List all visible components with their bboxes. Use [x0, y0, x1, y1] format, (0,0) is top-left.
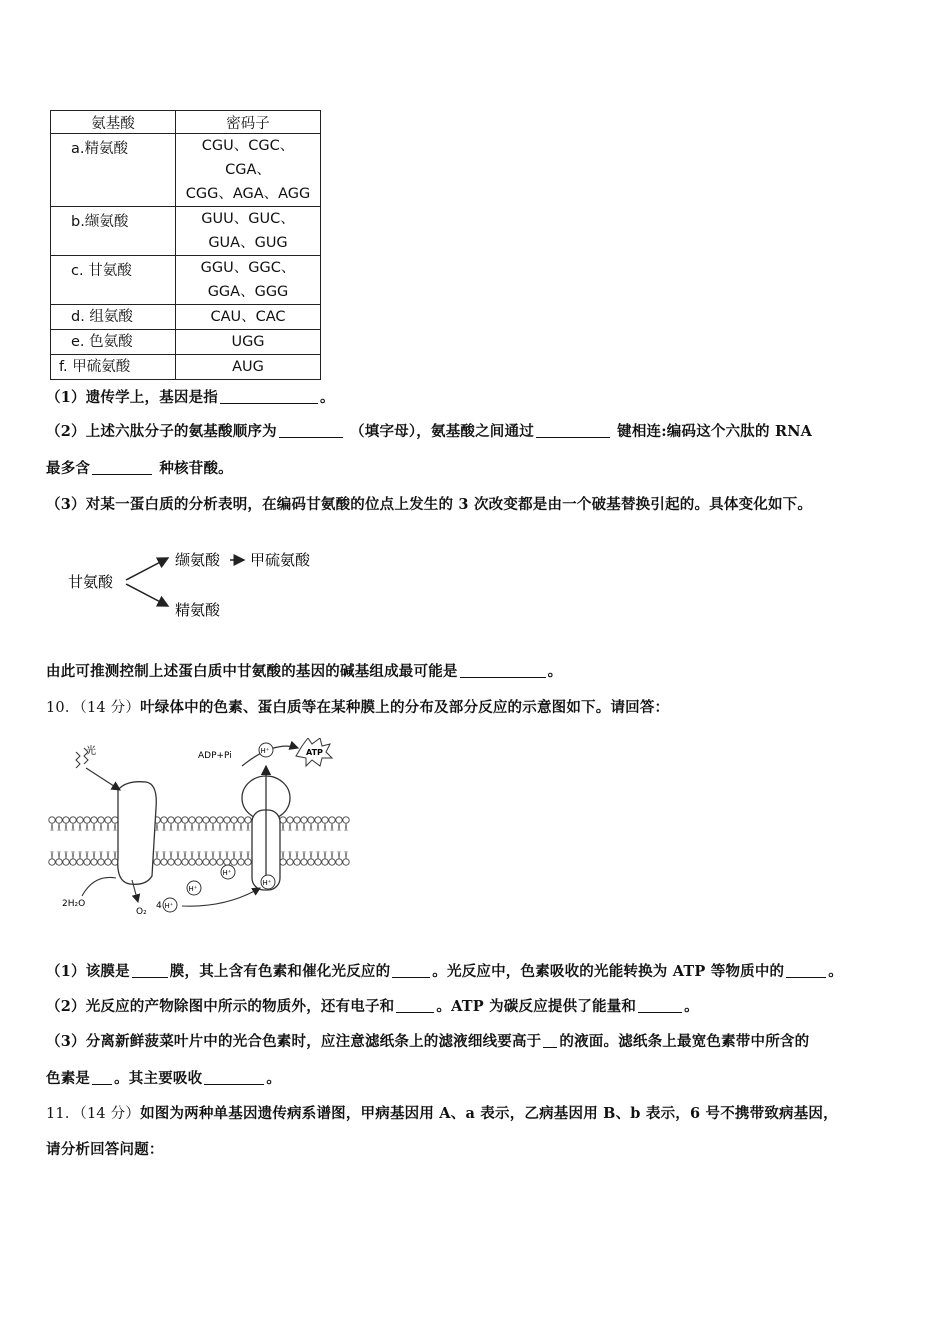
arrow-to-arginine: [126, 584, 168, 606]
table-cell-codons: CAU、CAC: [176, 305, 321, 330]
lipid-tail: [156, 851, 158, 859]
q10-sub2: （2）光反应的产物除图中所示的物质外，还有电子和 。ATP 为碳反应提供了能量和 。: [46, 998, 699, 1015]
lipid-tail: [212, 851, 214, 859]
lipid-tail: [247, 823, 249, 831]
lipid-head: [168, 817, 174, 823]
lipid-tail: [338, 851, 340, 859]
table-cell-aa: d. 组氨酸: [51, 305, 176, 330]
codon-table: [50, 110, 321, 380]
thylakoid-membrane-figure: [46, 738, 356, 918]
diagram-arginine: 精氨酸: [175, 601, 221, 619]
lipid-head: [343, 817, 349, 823]
lipid-head: [105, 817, 111, 823]
table-cell-aa: b.缬氨酸: [51, 207, 176, 256]
lipid-head: [63, 817, 69, 823]
lipid-tail: [289, 851, 291, 859]
answer-blank[interactable]: [543, 1033, 557, 1048]
table-row: [51, 305, 321, 330]
q10-sub1: （1）该膜是 膜，其上含有色素和催化光反应的 。光反应中，色素吸收的光能转换为 ATP 等物质中的 。: [46, 963, 843, 980]
lipid-tail: [205, 851, 207, 859]
adp-label: ADP+Pi: [198, 751, 232, 761]
lipid-tail: [331, 851, 333, 859]
mutation-diagram: [60, 540, 360, 630]
lipid-head: [189, 859, 195, 865]
lipid-head: [189, 817, 195, 823]
lipid-head: [217, 859, 223, 865]
table-cell-codons: GGU、GGC、 GGA、GGG: [176, 256, 321, 305]
q9-part3: （3）对某一蛋白质的分析表明，在编码甘氨酸的位点上发生的 3 次改变都是由一个破基替换引起的。具体变化如下。: [46, 496, 813, 513]
table-cell-codons: CGU、CGC、CGA、 CGG、AGA、AGG: [176, 134, 321, 207]
lipid-tail: [310, 851, 312, 859]
lipid-tail: [310, 823, 312, 831]
lipid-bilayer: [49, 817, 349, 865]
lipid-tail: [212, 823, 214, 831]
q10-stem: 10．（14 分）叶绿体中的色素、蛋白质等在某种膜上的分布及部分反应的示意图如下。请回答：: [46, 699, 670, 716]
table-header-codon: 密码子: [176, 111, 321, 134]
lipid-head: [287, 859, 293, 865]
lipid-tail: [100, 851, 102, 859]
lipid-head: [56, 859, 62, 865]
lipid-head: [56, 817, 62, 823]
lipid-tail: [247, 851, 249, 859]
table-header-row: [51, 111, 321, 134]
answer-blank[interactable]: [536, 423, 610, 438]
lipid-head: [301, 859, 307, 865]
lipid-head: [84, 817, 90, 823]
lipid-tail: [107, 823, 109, 831]
lipid-tail: [170, 823, 172, 831]
lipid-head: [217, 817, 223, 823]
lipid-head: [329, 817, 335, 823]
lipid-tail: [240, 823, 242, 831]
lipid-tail: [79, 823, 81, 831]
lipid-head: [203, 859, 209, 865]
lipid-tail: [58, 851, 60, 859]
lipid-tail: [303, 823, 305, 831]
lipid-head: [245, 859, 251, 865]
lipid-tail: [345, 851, 347, 859]
answer-blank[interactable]: [396, 998, 434, 1013]
arrow-to-valine: [126, 558, 168, 580]
answer-blank[interactable]: [786, 963, 826, 978]
lipid-head: [224, 859, 230, 865]
table-header-aa: 氨基酸: [51, 111, 176, 134]
q9-part1: （1）遗传学上，基因是指 。: [46, 389, 335, 406]
lipid-tail: [338, 823, 340, 831]
lipid-tail: [282, 851, 284, 859]
lipid-tail: [233, 851, 235, 859]
table-cell-aa: f. 甲硫氨酸: [51, 355, 176, 380]
lipid-tail: [240, 851, 242, 859]
lipid-tail: [303, 851, 305, 859]
diagram-valine: 缬氨酸: [175, 551, 221, 569]
lipid-head: [308, 817, 314, 823]
lipid-tail: [51, 851, 53, 859]
table-row: [51, 134, 321, 207]
lipid-tail: [114, 823, 116, 831]
lipid-head: [210, 859, 216, 865]
lipid-tail: [58, 823, 60, 831]
lipid-head: [182, 817, 188, 823]
table-row: [51, 256, 321, 305]
q9-part4: 由此可推测控制上述蛋白质中甘氨酸的基因的碱基组成最可能是 。: [46, 663, 563, 680]
lipid-tail: [345, 823, 347, 831]
lipid-tail: [177, 851, 179, 859]
lipid-head: [245, 817, 251, 823]
lipid-head: [161, 859, 167, 865]
lipid-tail: [219, 851, 221, 859]
lipid-tail: [233, 823, 235, 831]
lipid-head: [322, 859, 328, 865]
lipid-tail: [79, 851, 81, 859]
answer-blank[interactable]: [220, 389, 318, 404]
lipid-head: [70, 859, 76, 865]
lipid-head: [308, 859, 314, 865]
answer-blank[interactable]: [279, 423, 343, 438]
lipid-tail: [317, 851, 319, 859]
table-cell-aa: e. 色氨酸: [51, 330, 176, 355]
lipid-head: [329, 859, 335, 865]
water-arrow: [82, 877, 116, 896]
answer-blank[interactable]: [92, 1070, 112, 1085]
diagram-glycine: 甘氨酸: [68, 573, 114, 591]
lipid-tail: [86, 851, 88, 859]
table-cell-aa: c. 甘氨酸: [51, 256, 176, 305]
lipid-head: [70, 817, 76, 823]
light-label: 光: [86, 746, 96, 757]
lipid-tail: [163, 823, 165, 831]
lipid-tail: [331, 823, 333, 831]
table-cell-aa: a.精氨酸: [51, 134, 176, 207]
lipid-tail: [72, 851, 74, 859]
lipid-head: [231, 859, 237, 865]
lipid-tail: [226, 851, 228, 859]
lipid-tail: [65, 851, 67, 859]
lipid-head: [322, 817, 328, 823]
lipid-head: [84, 859, 90, 865]
lipid-head: [336, 817, 342, 823]
table-row: [51, 355, 321, 380]
o2-label: O₂: [136, 907, 147, 917]
proton-label: H⁺: [188, 885, 198, 893]
lipid-tail: [163, 851, 165, 859]
table-cell-codons: GUU、GUC、 GUA、GUG: [176, 207, 321, 256]
lipid-tail: [289, 823, 291, 831]
lipid-tail: [114, 851, 116, 859]
lipid-tail: [184, 851, 186, 859]
table-row: [51, 207, 321, 256]
q10-sub3-cont: 色素是 。其主要吸收 。: [46, 1070, 282, 1087]
lipid-head: [315, 817, 321, 823]
proton-label: H⁺: [262, 879, 272, 887]
lipid-tail: [296, 823, 298, 831]
lipid-tail: [156, 823, 158, 831]
lipid-head: [315, 859, 321, 865]
q9-part2-cont: 最多含 种核苷酸。: [46, 460, 233, 477]
lipid-tail: [205, 823, 207, 831]
answer-blank[interactable]: [460, 663, 546, 678]
lipid-head: [287, 817, 293, 823]
lipid-head: [168, 859, 174, 865]
lipid-head: [175, 859, 181, 865]
q11-stem: 11．（14 分）如图为两种单基因遗传病系谱图，甲病基因用 A、a 表示，乙病基因用 B、b 表示，6 号不携带致病基因，: [46, 1105, 838, 1122]
lipid-head: [161, 817, 167, 823]
lipid-tail: [198, 851, 200, 859]
lipid-tail: [324, 823, 326, 831]
lipid-head: [49, 859, 55, 865]
lipid-head: [280, 817, 286, 823]
lipid-tail: [170, 851, 172, 859]
lipid-tail: [93, 851, 95, 859]
table-cell-codons: AUG: [176, 355, 321, 380]
lipid-head: [98, 859, 104, 865]
answer-blank[interactable]: [92, 460, 152, 475]
lipid-head: [112, 817, 118, 823]
lipid-head: [224, 817, 230, 823]
lipid-head: [182, 859, 188, 865]
lipid-tail: [184, 823, 186, 831]
proton-label: H⁺: [260, 747, 270, 755]
lipid-head: [77, 859, 83, 865]
lipid-head: [336, 859, 342, 865]
lipid-tail: [191, 851, 193, 859]
lipid-tail: [177, 823, 179, 831]
lipid-head: [301, 817, 307, 823]
answer-blank[interactable]: [132, 963, 168, 978]
water-label: 2H₂O: [62, 899, 86, 909]
lipid-head: [98, 817, 104, 823]
photosystem-protein: [118, 782, 157, 885]
lipid-tail: [72, 823, 74, 831]
lipid-tail: [107, 851, 109, 859]
lipid-tail: [198, 823, 200, 831]
four-label: 4: [156, 901, 162, 911]
lipid-tail: [51, 823, 53, 831]
light-arrow: [86, 768, 120, 790]
table-row: [51, 330, 321, 355]
lipid-tail: [86, 823, 88, 831]
lipid-tail: [296, 851, 298, 859]
q10-sub3: （3）分离新鲜菠菜叶片中的光合色素时，应注意滤纸条上的滤液细线要高于 的液面。滤纸条上最宽色素带中所含的: [46, 1033, 810, 1050]
table-cell-codons: UGG: [176, 330, 321, 355]
lipid-head: [280, 859, 286, 865]
lipid-head: [294, 817, 300, 823]
lipid-head: [231, 817, 237, 823]
lipid-head: [49, 817, 55, 823]
lipid-head: [154, 859, 160, 865]
q9-part2: （2）上述六肽分子的氨基酸顺序为 （填字母），氨基酸之间通过 键相连:编码这个六肽的 RNA: [46, 423, 813, 440]
lipid-head: [196, 817, 202, 823]
lipid-tail: [93, 823, 95, 831]
lipid-head: [238, 817, 244, 823]
lipid-head: [91, 859, 97, 865]
lipid-tail: [191, 823, 193, 831]
answer-blank[interactable]: [204, 1070, 264, 1085]
lipid-tail: [324, 851, 326, 859]
lipid-tail: [317, 823, 319, 831]
lipid-head: [175, 817, 181, 823]
lipid-head: [294, 859, 300, 865]
answer-blank[interactable]: [638, 998, 682, 1013]
lipid-head: [91, 817, 97, 823]
lipid-tail: [100, 823, 102, 831]
proton-label: H⁺: [164, 902, 174, 910]
lipid-tail: [226, 823, 228, 831]
lipid-tail: [219, 823, 221, 831]
lipid-head: [238, 859, 244, 865]
lipid-head: [196, 859, 202, 865]
lipid-head: [210, 817, 216, 823]
diagram-methionine: 甲硫氨酸: [250, 551, 311, 569]
lipid-head: [105, 859, 111, 865]
q11-stem-cont: 请分析回答问题：: [46, 1141, 164, 1158]
lipid-head: [77, 817, 83, 823]
answer-blank[interactable]: [392, 963, 430, 978]
lipid-tail: [282, 823, 284, 831]
lipid-tail: [65, 823, 67, 831]
lipid-head: [63, 859, 69, 865]
atp-label: ATP: [306, 748, 323, 757]
proton-label: H⁺: [222, 869, 232, 877]
lipid-head: [203, 817, 209, 823]
lipid-head: [343, 859, 349, 865]
